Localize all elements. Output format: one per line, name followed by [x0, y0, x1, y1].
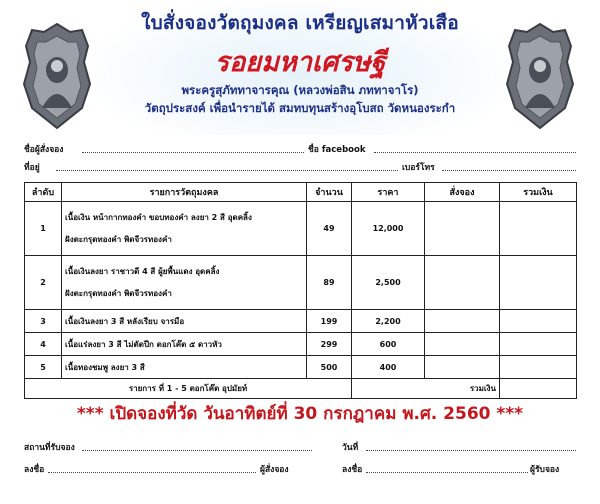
bottom-row-place: [24, 440, 576, 454]
orderer-label: ผู้สั่งจอง: [260, 465, 289, 475]
facebook-label: ชื่อ facebook: [308, 145, 366, 155]
facebook-field[interactable]: [374, 152, 576, 153]
row-no: 3: [25, 310, 62, 333]
row-total-input[interactable]: [500, 356, 577, 379]
table-row: [25, 333, 577, 356]
row-total-input[interactable]: [500, 202, 577, 256]
header-item: รายการวัตถุมงคล: [62, 183, 307, 202]
row-no: 2: [25, 256, 62, 310]
receiver-sign-field[interactable]: [366, 472, 528, 473]
form-title: ใบสั่งจองวัตถุมงคล เหรียญเสมาหัวเสือ: [141, 12, 459, 34]
table-footer-row: [25, 379, 577, 399]
row-item-line: เนื้อเงิน หน้ากากทองคำ ขอบทองคำ ลงยา 2 สี อุดคลิ้ง: [65, 212, 252, 222]
phone-field[interactable]: [442, 170, 576, 171]
row-order-input[interactable]: [425, 202, 500, 256]
place-field[interactable]: [82, 450, 312, 451]
row-qty: 299: [307, 333, 352, 356]
row-order-input[interactable]: [425, 256, 500, 310]
orderer-name-label: ชื่อผู้สั่งจอง: [24, 145, 64, 155]
table-row: [25, 356, 577, 379]
header-qty: จำนวน: [307, 183, 352, 202]
row-order-input[interactable]: [425, 310, 500, 333]
form-subtitle: รอยมหาเศรษฐี: [214, 47, 386, 78]
orderer-name-field[interactable]: [82, 152, 304, 153]
row-item: [62, 202, 307, 256]
row-qty: 199: [307, 310, 352, 333]
row-no: 4: [25, 333, 62, 356]
row-item-line: ฝังตะกรุดทองคำ พิดจีวรทองคำ: [65, 234, 172, 244]
amulet-medal-right-image: [505, 22, 575, 130]
address-label: ที่อยู่: [24, 163, 40, 173]
row-price: 2,200: [352, 310, 425, 333]
order-table: [24, 182, 577, 399]
table-row: [25, 202, 577, 256]
phone-label: เบอร์โทร: [402, 163, 435, 173]
table-row: [25, 310, 577, 333]
orderer-sign-label: ลงชื่อ: [24, 465, 45, 475]
row-total-input[interactable]: [500, 256, 577, 310]
header-no: ลำดับ: [25, 183, 62, 202]
row-order-input[interactable]: [425, 356, 500, 379]
row-item: เนื้อทองชมพู ลงยา 3 สี: [62, 356, 307, 379]
table-row: [25, 256, 577, 310]
row-price: 600: [352, 333, 425, 356]
header-total: รวมเงิน: [500, 183, 577, 202]
footer-total-label: รวมเงิน: [352, 379, 500, 399]
row-price: 400: [352, 356, 425, 379]
address-field[interactable]: [56, 170, 398, 171]
field-row-name: [24, 142, 576, 156]
field-row-address: [24, 160, 576, 174]
table-header-row: [25, 183, 577, 202]
grand-total-input[interactable]: [500, 379, 577, 399]
row-price: 12,000: [352, 202, 425, 256]
header-price: ราคา: [352, 183, 425, 202]
orderer-sign-field[interactable]: [48, 472, 256, 473]
bottom-row-sign: [24, 462, 576, 476]
row-qty: 500: [307, 356, 352, 379]
row-item: [62, 256, 307, 310]
row-qty: 49: [307, 202, 352, 256]
row-qty: 89: [307, 256, 352, 310]
announcement: *** เปิดจองที่วัด วันอาทิตย์ที่ 30 กรกฎาคม พ.ศ. 2560 ***: [76, 404, 524, 424]
purpose-text: วัตถุประสงค์ เพื่อนำรายได้ สมทบทุนสร้างอุโบสถ วัดหนองระกำ: [144, 101, 456, 115]
row-order-input[interactable]: [425, 333, 500, 356]
row-item-line: ฝังตะกรุดทองคำ พิดจีวรทองคำ: [65, 288, 172, 298]
row-item: เนื้อแร่ลงยา 3 สี ไม่ตัดปีก ตอกโค๊ต ๕ ดาวหัว: [62, 333, 307, 356]
row-no: 5: [25, 356, 62, 379]
date-label: วันที่: [342, 443, 359, 453]
place-label: สถานที่รับจอง: [24, 443, 75, 453]
monk-name: พระครูสุภัททาจารคุณ (หลวงพ่อสิน ภททาจาโร): [181, 83, 419, 97]
row-price: 2,500: [352, 256, 425, 310]
date-field[interactable]: [366, 450, 576, 451]
receiver-sign-label: ลงชื่อ: [342, 465, 363, 475]
header-order: สั่งจอง: [425, 183, 500, 202]
row-total-input[interactable]: [500, 310, 577, 333]
row-item-line: เนื้อเงินลงยา ราชาวดี 4 สี ผู้ยพื้นแดง อุดคลิ้ง: [65, 266, 220, 276]
footer-note: รายการ ที่ 1 - 5 ตอกโค๊ต อุปมัยท์: [25, 379, 352, 399]
row-no: 1: [25, 202, 62, 256]
amulet-medal-left-image: [22, 22, 92, 130]
receiver-label: ผู้รับจอง: [530, 465, 560, 475]
row-item: เนื้อเงินลงยา 3 สี หลังเรียบ จารมือ: [62, 310, 307, 333]
row-total-input[interactable]: [500, 333, 577, 356]
